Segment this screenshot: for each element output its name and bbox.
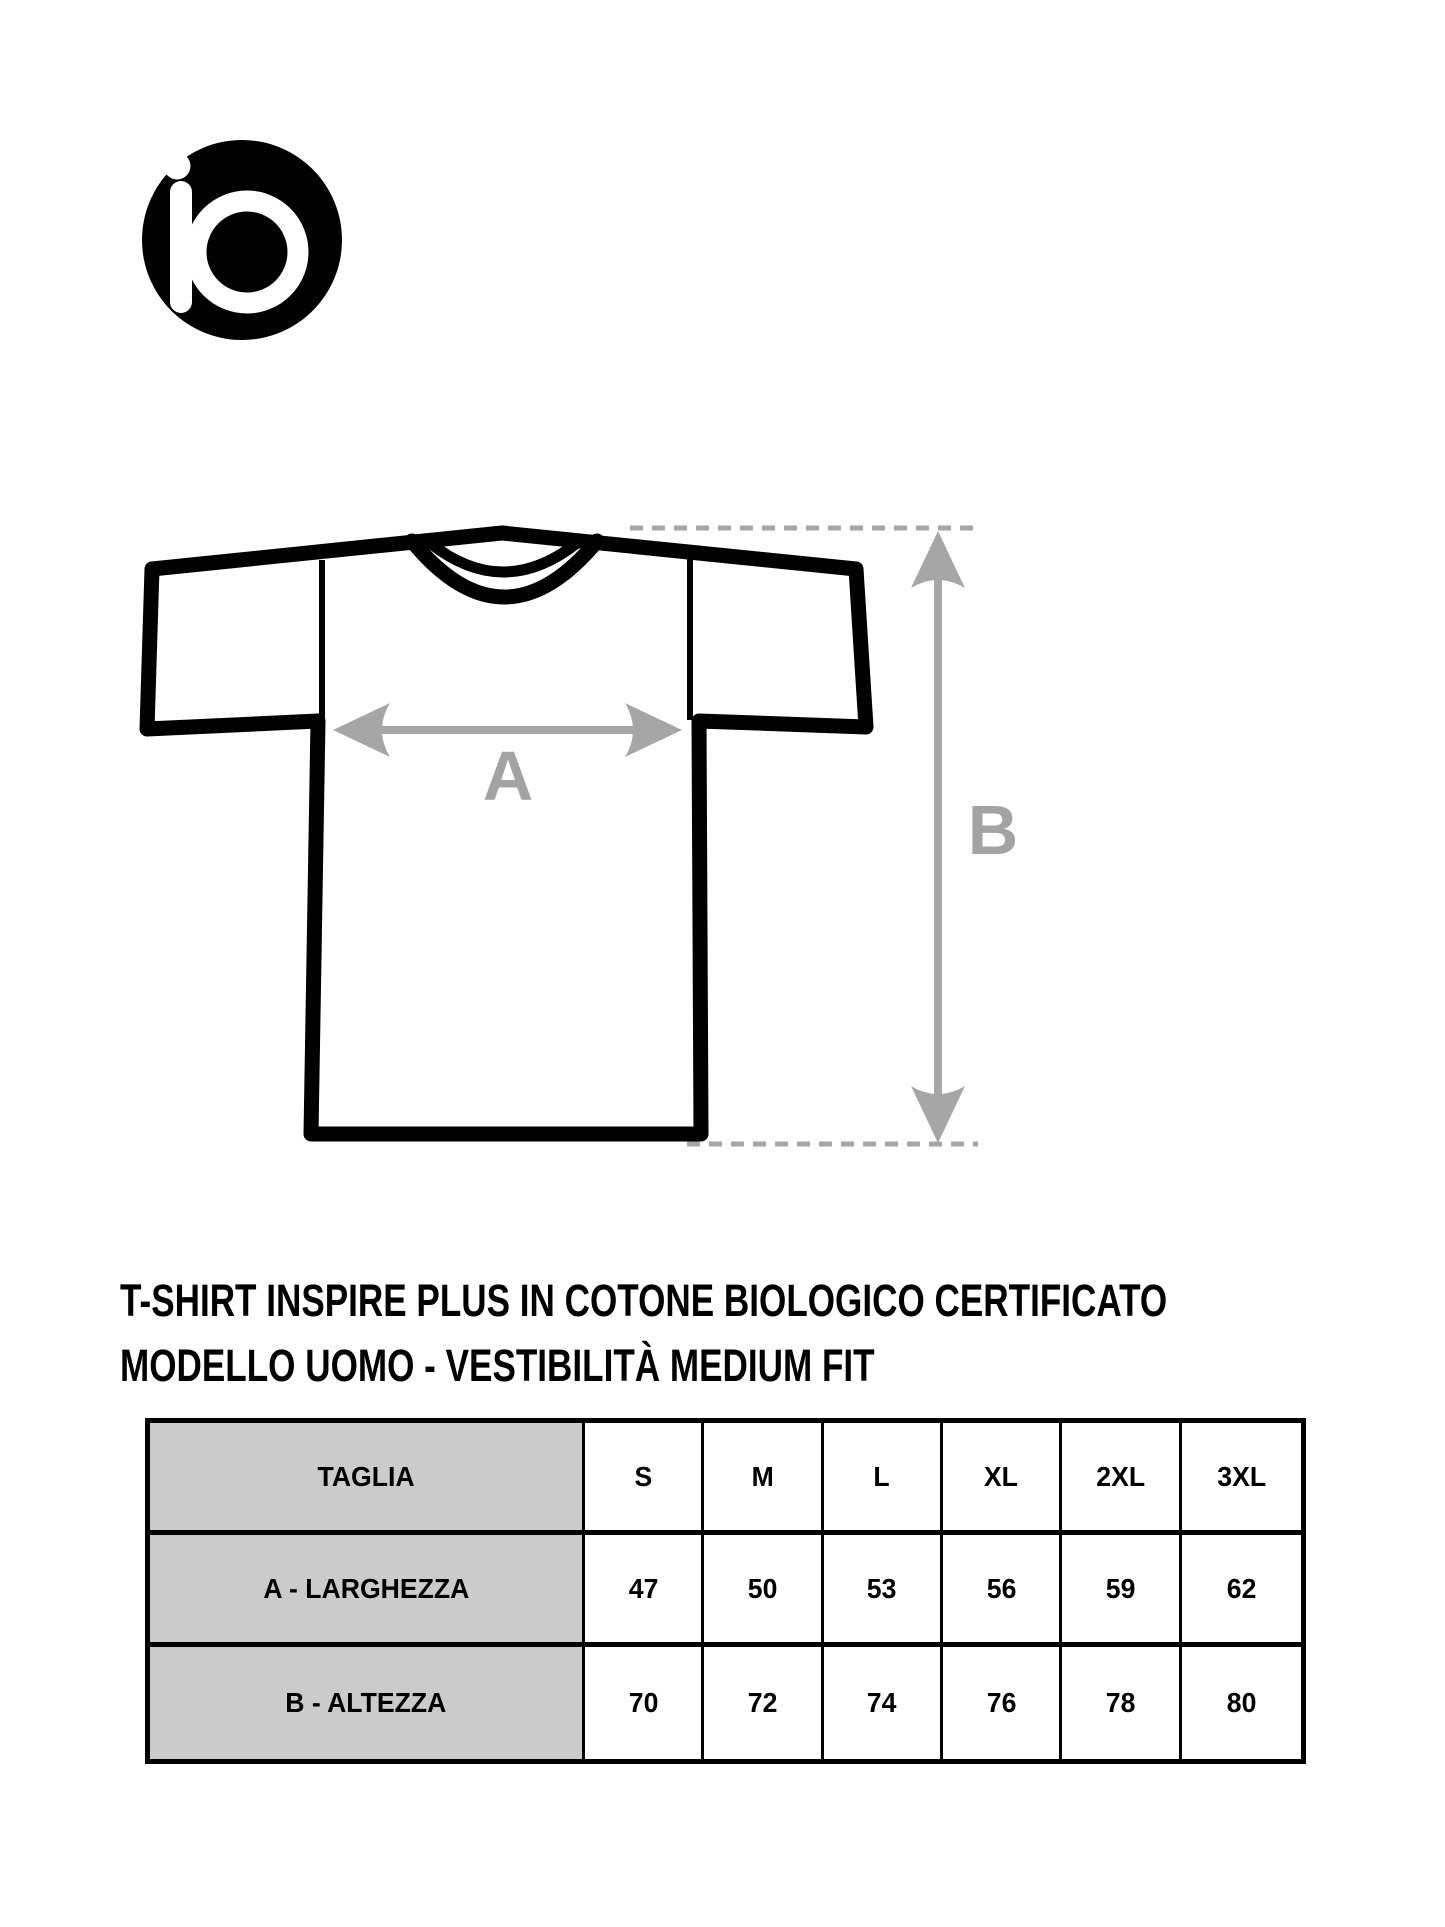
size-table-header-s xyxy=(585,1423,704,1535)
value-cell-text: 47 xyxy=(628,1572,658,1604)
brand-logo xyxy=(137,135,347,345)
value-cell-text: 53 xyxy=(867,1572,897,1604)
header-cell-text: L xyxy=(873,1460,890,1492)
larghezza-value-s xyxy=(585,1535,704,1647)
value-cell-text: 80 xyxy=(1226,1687,1257,1718)
value-cell-text: 78 xyxy=(1105,1687,1136,1718)
larghezza-value-l xyxy=(824,1535,943,1647)
tshirt-outline-icon xyxy=(147,533,866,1134)
value-cell-text: 70 xyxy=(628,1687,658,1718)
product-title xyxy=(120,1268,1320,1398)
header-cell-text: S xyxy=(634,1460,653,1492)
value-cell-text: 50 xyxy=(747,1572,778,1604)
value-cell-text: 74 xyxy=(867,1687,897,1718)
height-arrow-icon xyxy=(911,531,965,1143)
size-table xyxy=(145,1418,1306,1764)
size-table-header-l xyxy=(824,1423,943,1535)
value-cell-text: 62 xyxy=(1226,1572,1257,1604)
larghezza-value-2xl xyxy=(1062,1535,1181,1647)
product-title-line1: T-SHIRT INSPIRE PLUS IN COTONE BIOLOGICO CERTIFICATO xyxy=(120,1275,1168,1326)
size-table-row-label-altezza xyxy=(150,1647,585,1759)
larghezza-value-3xl xyxy=(1182,1535,1301,1647)
altezza-value-l xyxy=(824,1647,943,1759)
height-measure-label: B xyxy=(967,791,1019,869)
header-cell-text: M xyxy=(751,1460,774,1492)
header-cell-text: TAGLIA xyxy=(317,1460,415,1492)
header-cell-text: 3XL xyxy=(1216,1460,1266,1492)
value-cell-text: 76 xyxy=(986,1687,1016,1718)
header-cell-text: XL xyxy=(984,1460,1019,1492)
value-cell-text: 72 xyxy=(747,1687,778,1718)
width-measure-label: A xyxy=(482,737,534,815)
altezza-value-s xyxy=(585,1647,704,1759)
size-table-header-xl xyxy=(943,1423,1062,1535)
tshirt-measurement-diagram xyxy=(90,480,1020,1180)
altezza-value-m xyxy=(704,1647,823,1759)
larghezza-value-m xyxy=(704,1535,823,1647)
row-label-text: B - ALTEZZA xyxy=(285,1687,447,1718)
altezza-value-xl xyxy=(943,1647,1062,1759)
header-cell-text: 2XL xyxy=(1096,1460,1145,1492)
larghezza-value-xl xyxy=(943,1535,1062,1647)
value-cell-text: 56 xyxy=(986,1572,1016,1604)
row-label-text: A - LARGHEZZA xyxy=(263,1572,469,1604)
product-title-line2: MODELLO UOMO - VESTIBILITÀ MEDIUM FIT xyxy=(120,1340,875,1391)
altezza-value-2xl xyxy=(1062,1647,1181,1759)
size-table-header-3xl xyxy=(1182,1423,1301,1535)
size-table-header-taglia xyxy=(150,1423,585,1535)
size-table-row-label-larghezza xyxy=(150,1535,585,1647)
b-monogram-icon xyxy=(142,140,342,340)
value-cell-text: 59 xyxy=(1105,1572,1136,1604)
size-table-header-2xl xyxy=(1062,1423,1181,1535)
altezza-value-3xl xyxy=(1182,1647,1301,1759)
size-table-header-m xyxy=(704,1423,823,1535)
